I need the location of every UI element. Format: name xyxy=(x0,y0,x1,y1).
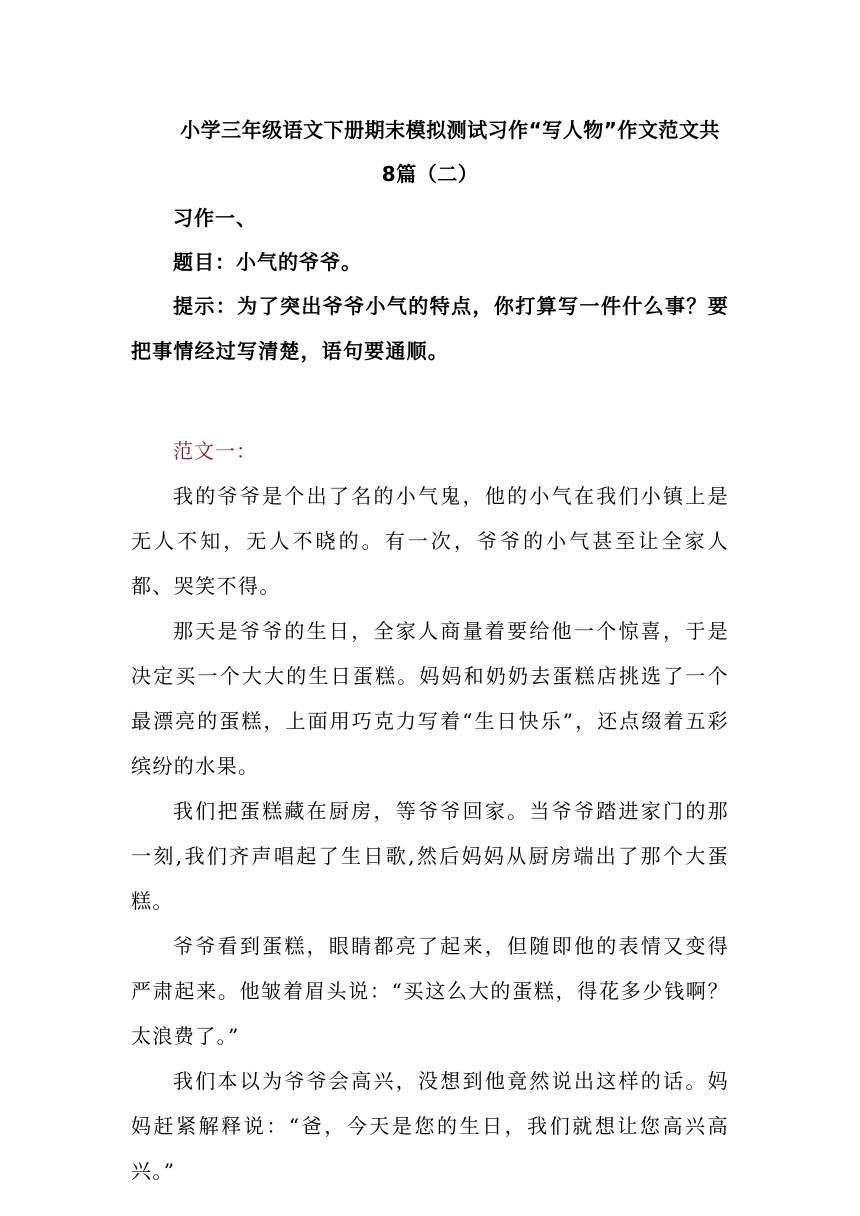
spacer xyxy=(131,374,729,429)
hint-paragraph: 提示：为了突出爷爷小气的特点，你打算写一件什么事？要把事情经过写清楚，语句要通顺。 xyxy=(131,294,729,363)
essay-paragraph: 爷爷看到蛋糕，眼睛都亮了起来，但随即他的表情又变得严肃起来。他皱着眉头说：“买这么大的蛋糕，得花多少钱啊？太浪费了。” xyxy=(131,934,729,1048)
essay-paragraph: 我们本以为爷爷会高兴，没想到他竟然说出这样的话。妈妈赶紧解释说：“爸，今天是您的生日，我们就想让您高兴高兴。” xyxy=(131,1069,729,1183)
document-title-line2: 8篇（二） xyxy=(381,162,479,186)
document-content xyxy=(131,108,729,1194)
essay-paragraph: 那天是爷爷的生日，全家人商量着要给他一个惊喜，于是决定买一个大大的生日蛋糕。妈妈和奶奶去蛋糕店挑选了一个最漂亮的蛋糕，上面用巧克力写着“生日快乐”，还点缀着五彩缤纷的水果。 xyxy=(131,619,729,778)
topic-line: 题目：小气的爷爷。 xyxy=(173,250,362,274)
essay-paragraph: 我们把蛋糕藏在厨房，等爷爷回家。当爷爷踏进家门的那一刻,我们齐声唱起了生日歌,然后妈妈从厨房端出了那个大蛋糕。 xyxy=(131,799,729,913)
section-heading: 习作一、 xyxy=(173,206,257,230)
sample-label: 范文一： xyxy=(173,439,257,463)
document-title-line1: 小学三年级语文下册期末模拟测试习作“写人物”作文范文共 xyxy=(180,118,720,142)
essay-paragraph: 我的爷爷是个出了名的小气鬼，他的小气在我们小镇上是无人不知，无人不晓的。有一次，爷爷的小气甚至让全家人都、哭笑不得。 xyxy=(131,484,729,598)
